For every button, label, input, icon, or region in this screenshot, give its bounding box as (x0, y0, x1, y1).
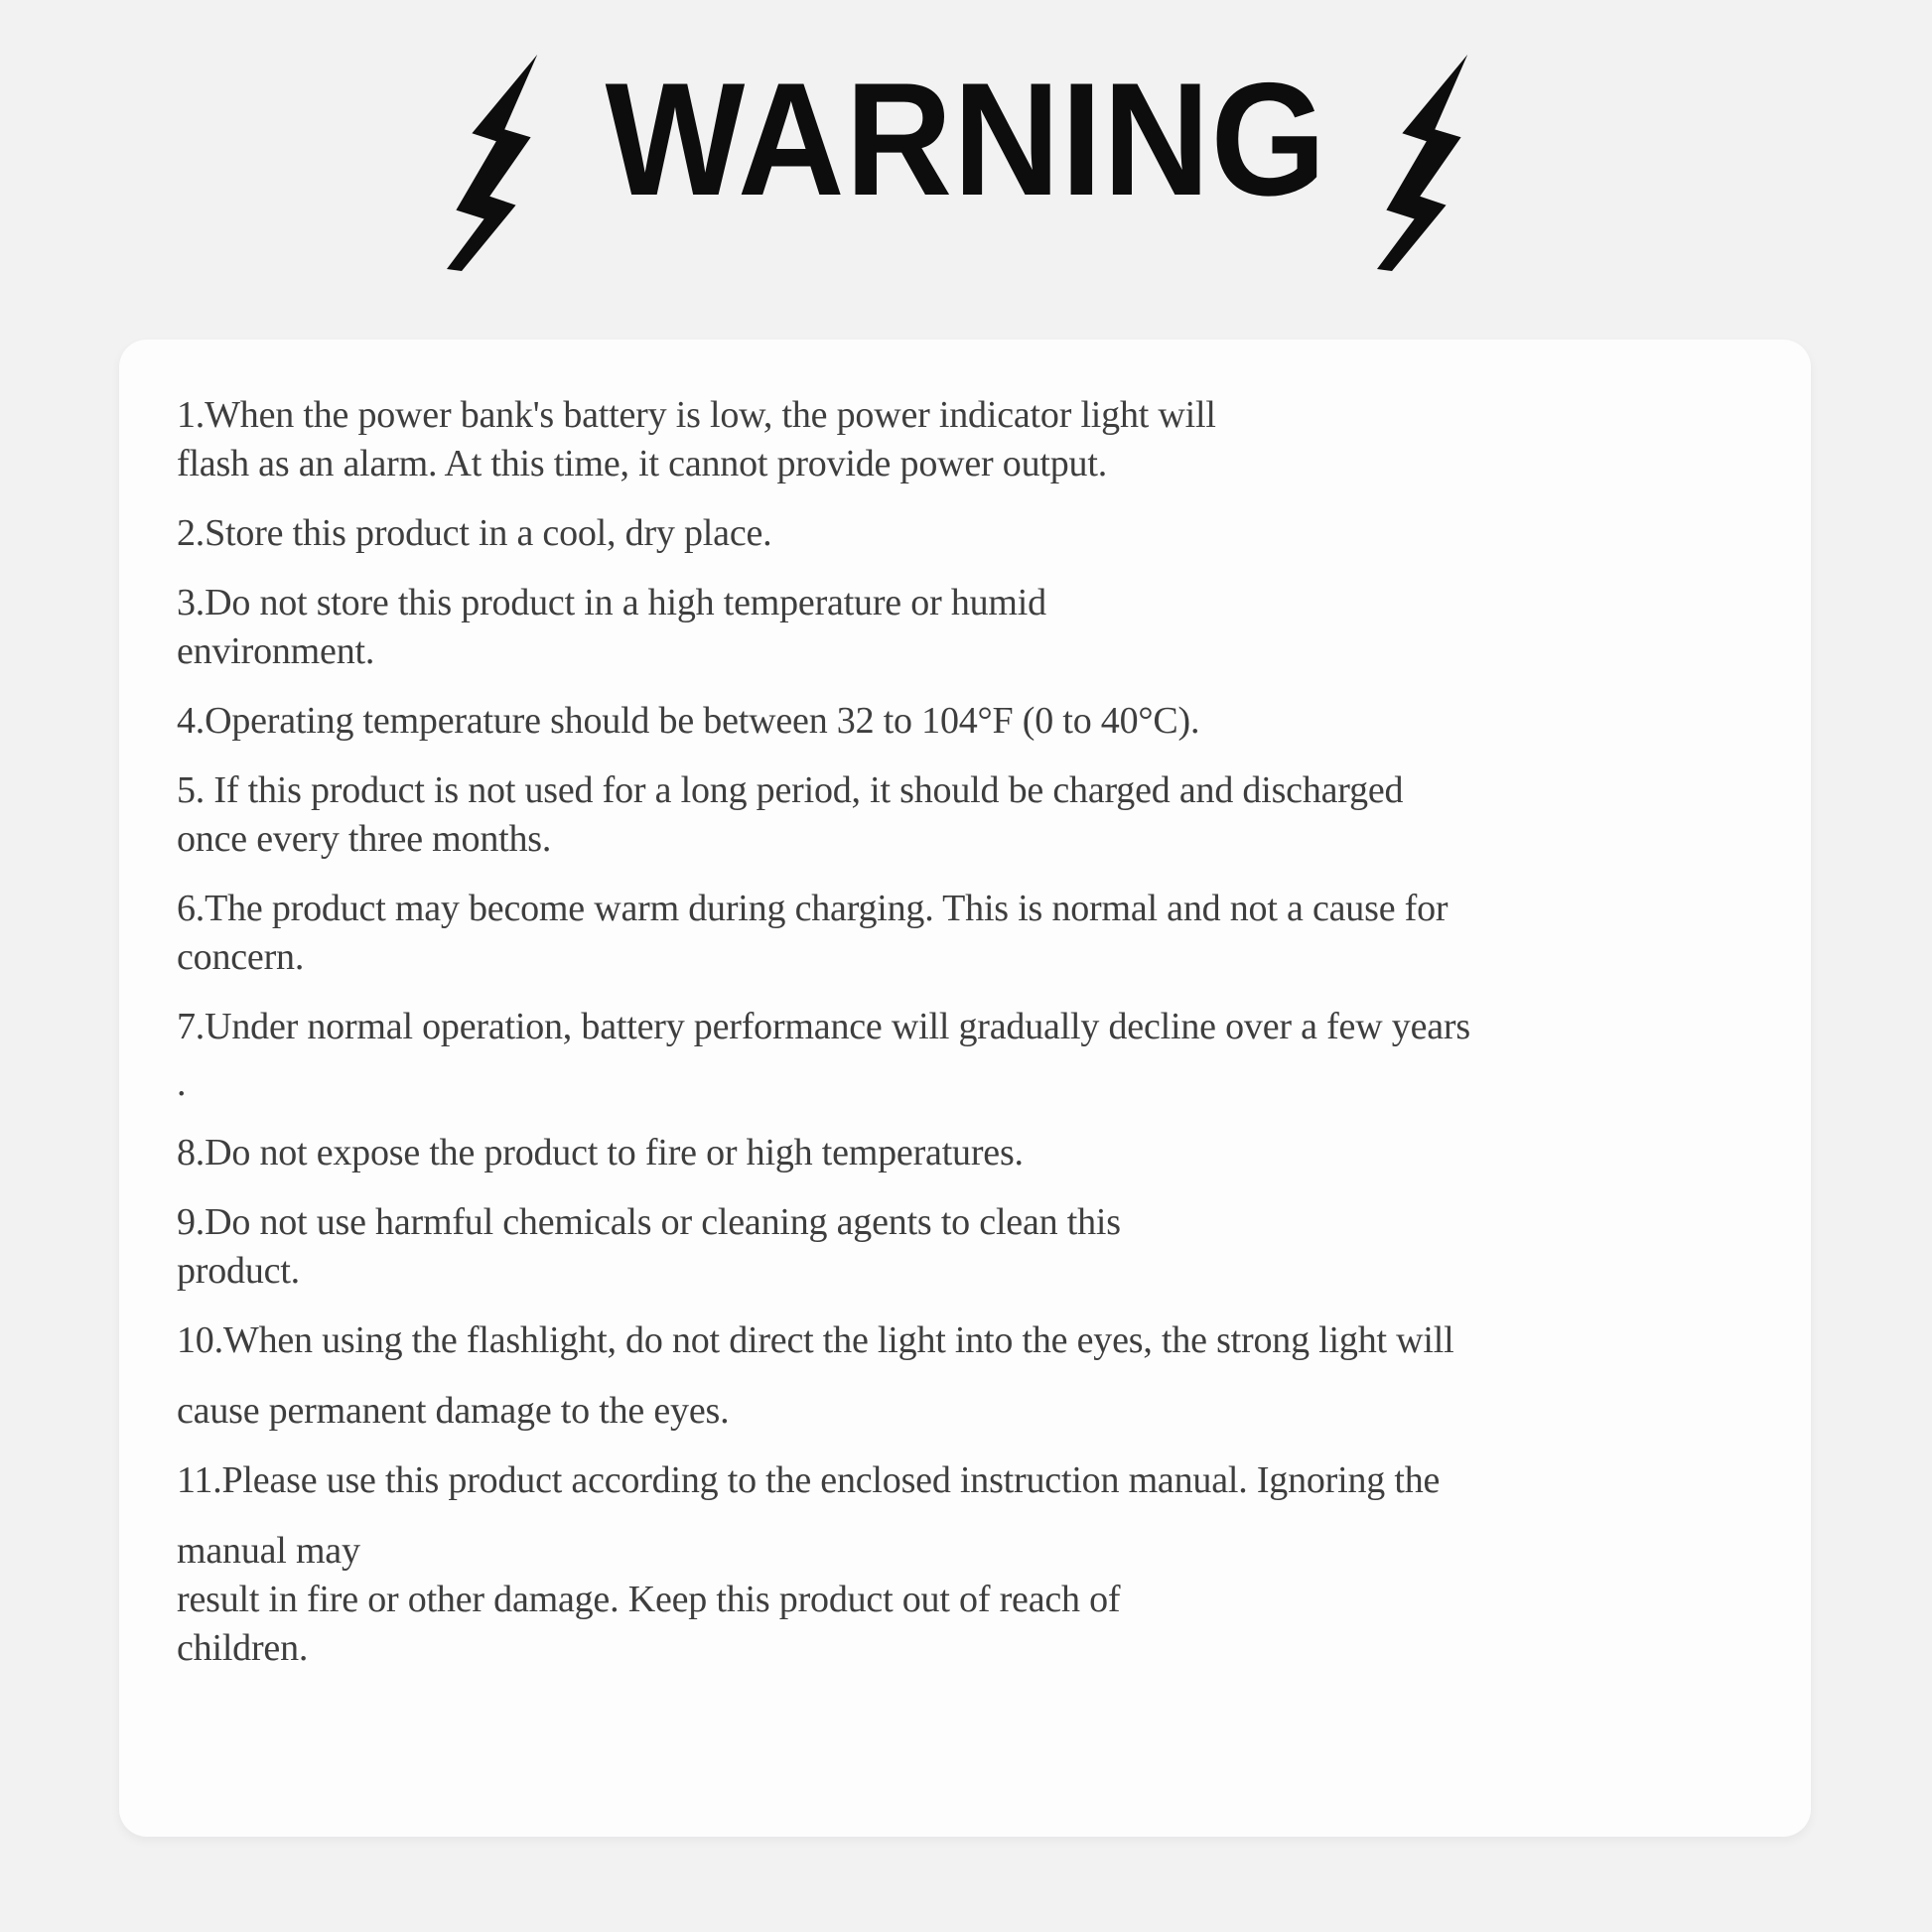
warning-item-7 (177, 1003, 1753, 1108)
warning-line: 3.Do not store this product in a high temperature or humid (177, 582, 1046, 623)
warning-item-6 (177, 885, 1753, 982)
warning-card (119, 340, 1811, 1837)
warning-line: 8.Do not expose the product to fire or high temperatures. (177, 1132, 1024, 1173)
warning-item-2 (177, 509, 1753, 558)
warning-item-8 (177, 1129, 1753, 1177)
warning-line: 9.Do not use harmful chemicals or cleaning agents to clean this (177, 1201, 1121, 1243)
warning-line: 4.Operating temperature should be between 32 to 104°F (0 to 40°C). (177, 700, 1200, 742)
warning-line: concern. (177, 936, 305, 978)
warning-item-4 (177, 697, 1753, 746)
warning-item-9 (177, 1198, 1753, 1296)
warning-item-5 (177, 766, 1753, 864)
warning-item-11 (177, 1456, 1753, 1673)
warning-line: 6.The product may become warm during charging. This is normal and not a cause for (177, 888, 1449, 929)
warning-line: children. (177, 1627, 309, 1669)
warning-line: 11.Please use this product according to the enclosed instruction manual. Ignoring the (177, 1459, 1441, 1501)
warning-item-3 (177, 579, 1753, 676)
page-title (0, 50, 1932, 229)
warning-line: 7.Under normal operation, battery performance will gradually decline over a few years (177, 1006, 1470, 1047)
warning-line: once every three months. (177, 818, 552, 860)
warning-header (0, 0, 1932, 298)
warning-line: . (177, 1062, 187, 1104)
warning-line: 10.When using the flashlight, do not direct the light into the eyes, the strong light will (177, 1319, 1454, 1361)
warning-item-10 (177, 1316, 1753, 1436)
warning-line: 1.When the power bank's battery is low, the power indicator light will (177, 394, 1216, 436)
warning-line: 2.Store this product in a cool, dry place. (177, 512, 772, 554)
lightning-bolt-icon (1377, 55, 1470, 273)
warning-item-1 (177, 391, 1753, 488)
warning-line: environment. (177, 630, 375, 672)
warning-line: result in fire or other damage. Keep this product out of reach of (177, 1579, 1121, 1620)
warning-line: product. (177, 1250, 300, 1292)
page-title-text: WARNING (605, 50, 1327, 229)
warning-line: cause permanent damage to the eyes. (177, 1390, 730, 1432)
warning-line: 5. If this product is not used for a long period, it should be charged and discharged (177, 769, 1404, 811)
warning-line: flash as an alarm. At this time, it cannot provide power output. (177, 443, 1107, 484)
warning-line: manual may (177, 1530, 360, 1572)
